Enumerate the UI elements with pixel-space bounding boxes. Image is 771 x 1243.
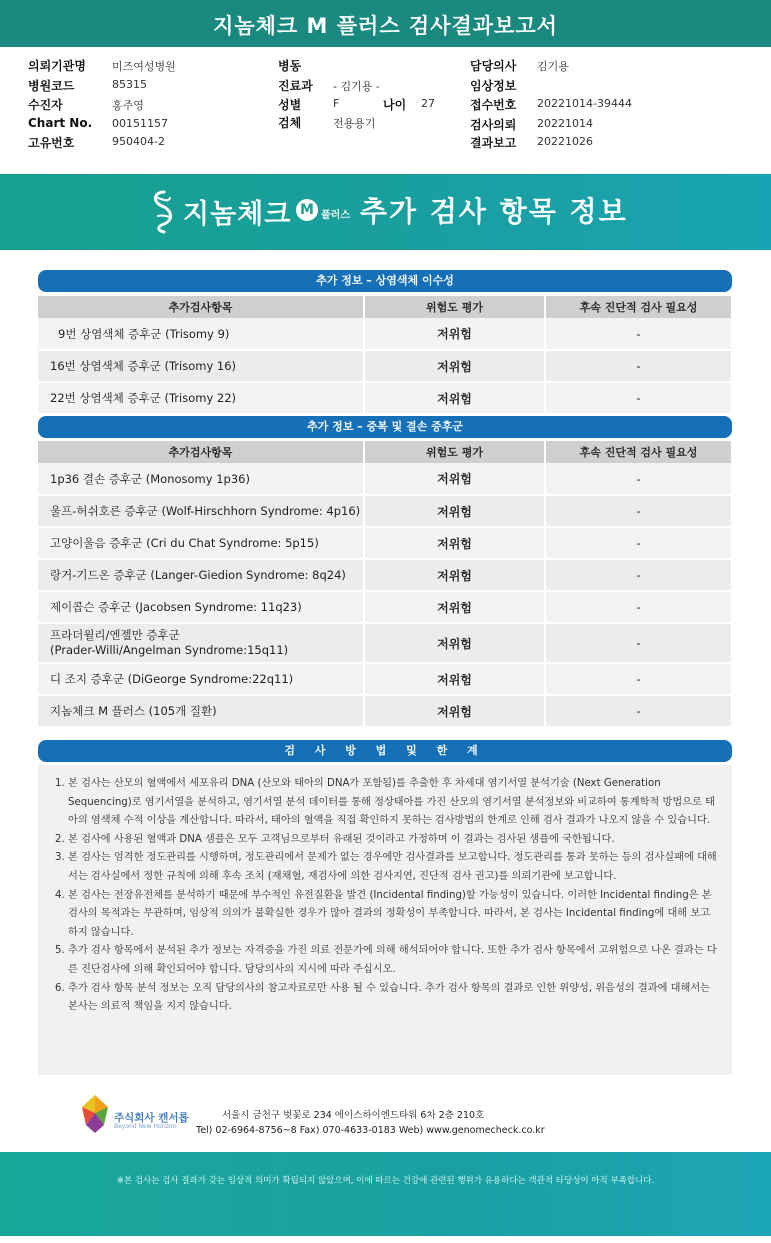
item-cell: 22번 상염색체 증후군 (Trisomy 22) [38, 382, 364, 414]
info-label-specimen: 검체 [278, 116, 302, 130]
info-label-chart-no: Chart No. [28, 116, 93, 130]
followup-cell: - [545, 318, 732, 350]
item-line-1: 프라더윌리/엔젤만 증후군 [50, 628, 180, 642]
table-row [38, 495, 732, 527]
followup-cell: - [545, 623, 732, 663]
table-row [38, 559, 732, 591]
info-label-report-date: 결과보고 [470, 136, 517, 150]
col-header-risk: 위험도 평가 [364, 441, 545, 463]
risk-cell: 저위험 [364, 318, 545, 350]
followup-cell: - [545, 663, 732, 695]
table-row [38, 527, 732, 559]
info-value-report-date: 20221026 [537, 135, 593, 148]
list-item: 4. 본 검사는 전장유전체를 분석하기 때문에 부수적인 유전질환을 발견 (Incidental finding)할 가능성이 있습니다. 이러한 Incidental finding은 본 검사의 목적과는 무관하며, 임상적 의의가 불확실한 경우가 많아 결과의 정확성이 부족합니다. 따라서, 본 검사는 Incidental finding에 대해 보고하지 않습니다. [68, 887, 718, 943]
followup-cell: - [545, 382, 732, 414]
methods-box [38, 765, 732, 1075]
risk-cell: 저위험 [364, 527, 545, 559]
risk-cell: 저위험 [364, 663, 545, 695]
item-cell [38, 623, 364, 663]
list-item: 1. 본 검사는 산모의 혈액에서 세포유리 DNA (산모와 태아의 DNA가 포함됨)를 추출한 후 차세대 염기서열 분석기술 (Next Generation Sequencing)로 염기서열을 분석하고, 염기서열 분석 데이터를 통해 정상태아를 가진 산모의 염기서열 분석정보와 비교하여 통계학적 방법으로 태아의 염색체 수적 이상을 계산합니다. 따라서, 태아의 혈액을 직접 확인하지 못하는 검사방법의 한계로 인해 검사 결과가 나오지 않을 수 있습니다. [68, 775, 718, 831]
col-header-item: 추가검사항목 [38, 441, 364, 463]
banner-plus: 플러스 [321, 210, 350, 221]
report-title: 지놈체크 M 플러스 검사결과보고서 [0, 0, 771, 47]
info-value-sex: F [333, 97, 340, 110]
banner-subtitle: 추가 검사 항목 정보 [360, 195, 628, 228]
info-value-requester: 미즈여성병원 [112, 60, 176, 73]
info-label-ward: 병동 [278, 59, 302, 73]
info-value-age: 27 [421, 97, 435, 110]
col-header-item: 추가검사항목 [38, 296, 364, 318]
table-row [38, 463, 732, 495]
table-row [38, 318, 732, 350]
info-value-chart-no: 00151157 [112, 117, 168, 130]
list-item: 2. 본 검사에 사용된 혈액과 DNA 샘플은 모두 고객님으로부터 유래된 것이라고 가정하며 이 결과는 검사된 샘플에 국한됩니다. [68, 831, 718, 850]
info-value-specimen: 전용용기 [333, 117, 376, 130]
risk-cell: 저위험 [364, 591, 545, 623]
banner [0, 174, 771, 250]
disclaimer-text: ※본 검사는 검사 결과가 갖는 임상적 의미가 확립되지 않았으며, 이에 따르는 건강에 관련된 행위가 유용하다는 객관적 타당성이 아직 부족합니다. [116, 1176, 655, 1186]
list-item: 6. 추가 검사 항목 분석 정보는 오직 담당의사의 참고자료로만 사용 될 수 있습니다. 추가 검사 항목의 결과로 인한 위양성, 위음성의 결과에 대해서는 본사는 의료적 책임을 지지 않습니다. [68, 980, 718, 1017]
followup-cell: - [545, 695, 732, 727]
followup-cell: - [545, 463, 732, 495]
table-row [38, 623, 732, 663]
m-badge-icon: M [296, 199, 318, 221]
item-cell: 16번 상염색체 증후군 (Trisomy 16) [38, 350, 364, 382]
followup-cell: - [545, 591, 732, 623]
info-value-doctor: 김기용 [537, 60, 569, 73]
info-value-patient: 홍주영 [112, 99, 144, 112]
col-header-followup: 후속 진단적 검사 필요성 [545, 441, 732, 463]
col-header-risk: 위험도 평가 [364, 296, 545, 318]
risk-cell: 저위험 [364, 559, 545, 591]
genome-swirl-icon [150, 188, 178, 234]
table-row [38, 695, 732, 727]
patient-info [0, 52, 771, 162]
risk-cell: 저위험 [364, 463, 545, 495]
info-value-department: - 김기용 - [333, 80, 380, 93]
followup-cell: - [545, 495, 732, 527]
info-value-request-date: 20221014 [537, 117, 593, 130]
item-cell: 랑거-기드온 증후군 (Langer-Giedion Syndrome: 8q24) [38, 559, 364, 591]
info-label-hospital-code: 병원코드 [28, 79, 75, 93]
methods-title: 검 사 방 법 및 한 계 [38, 740, 732, 762]
item-cell: 1p36 결손 증후군 (Monosomy 1p36) [38, 463, 364, 495]
info-label-doctor: 담당의사 [470, 59, 517, 73]
info-value-hospital-code: 85315 [112, 78, 147, 91]
risk-cell: 저위험 [364, 623, 545, 663]
followup-cell: - [545, 559, 732, 591]
section2-title: 추가 정보 – 중복 및 결손 증후군 [38, 416, 732, 438]
list-item: 3. 본 검사는 엄격한 정도관리를 시행하며, 정도관리에서 문제가 없는 경우에만 검사결과를 보고합니다. 정도관리를 통과 못하는 등의 검사실패에 대해서는 검사실에서 정한 규칙에 의해 후속 조치 (재채혈, 재검사에 의한 검사지연, 진단적 검사 권고)를 의뢰기관에 보고합니다. [68, 849, 718, 886]
followup-cell: - [545, 350, 732, 382]
info-label-receipt-no: 접수번호 [470, 98, 517, 112]
risk-cell: 저위험 [364, 495, 545, 527]
company-name: 주식회사 캔서롭 [114, 1112, 189, 1124]
table-row [38, 663, 732, 695]
risk-cell: 저위험 [364, 382, 545, 414]
info-label-unique-no: 고유번호 [28, 136, 75, 150]
company-address: 서울시 금천구 벚꽃로 234 에이스하이엔드타워 6차 2층 210호 [222, 1110, 485, 1121]
info-label-sex: 성별 [278, 98, 302, 112]
item-cell: 제이콥슨 증후군 (Jacobsen Syndrome: 11q23) [38, 591, 364, 623]
item-cell: 지놈체크 M 플러스 (105개 질환) [38, 695, 364, 727]
item-cell: 디 조지 증후군 (DiGeorge Syndrome:22q11) [38, 663, 364, 695]
item-cell: 울프-허쉬호른 증후군 (Wolf-Hirschhorn Syndrome: 4p16) [38, 495, 364, 527]
company-footer [0, 1085, 771, 1145]
info-label-clinical-info: 임상정보 [470, 79, 517, 93]
list-item: 5. 추가 검사 항목에서 분석된 추가 정보는 자격증을 가진 의료 전문가에 의해 해석되어야 합니다. 또한 추가 검사 항목에서 고위험으로 나온 결과는 다른 진단검사에 의해 확인되어야 합니다. 담당의사의 지시에 따라 주십시오. [68, 942, 718, 979]
risk-cell: 저위험 [364, 695, 545, 727]
table-row [38, 350, 732, 382]
table-row [38, 591, 732, 623]
info-label-request-date: 검사의뢰 [470, 118, 517, 132]
info-label-requester: 의뢰기관명 [28, 59, 86, 73]
company-logo-icon [78, 1093, 112, 1135]
col-header-followup: 후속 진단적 검사 필요성 [545, 296, 732, 318]
company-tagline: Beyond New Horizon [114, 1123, 177, 1130]
section2-table [38, 441, 733, 728]
banner-brand: 지놈체크 [183, 199, 292, 230]
item-line-2: (Prader-Willi/Angelman Syndrome:15q11) [50, 643, 289, 657]
item-cell: 고양이울음 증후군 (Cri du Chat Syndrome: 5p15) [38, 527, 364, 559]
info-label-department: 진료과 [278, 79, 313, 93]
methods-list [38, 765, 732, 1017]
info-label-patient: 수진자 [28, 98, 63, 112]
table-row [38, 382, 732, 414]
risk-cell: 저위험 [364, 350, 545, 382]
section1-title: 추가 정보 – 상염색체 이수성 [38, 270, 732, 292]
info-label-age: 나이 [383, 98, 407, 112]
bottom-disclaimer-band [0, 1152, 771, 1236]
company-contact: Tel) 02-6964-8756~8 Fax) 070-4633-0183 Web) www.genomecheck.co.kr [196, 1125, 545, 1136]
followup-cell: - [545, 527, 732, 559]
item-cell: 9번 상염색체 증후군 (Trisomy 9) [38, 318, 364, 350]
info-value-receipt-no: 20221014-39444 [537, 97, 632, 110]
section1-table [38, 296, 733, 415]
info-value-unique-no: 950404-2 [112, 135, 165, 148]
